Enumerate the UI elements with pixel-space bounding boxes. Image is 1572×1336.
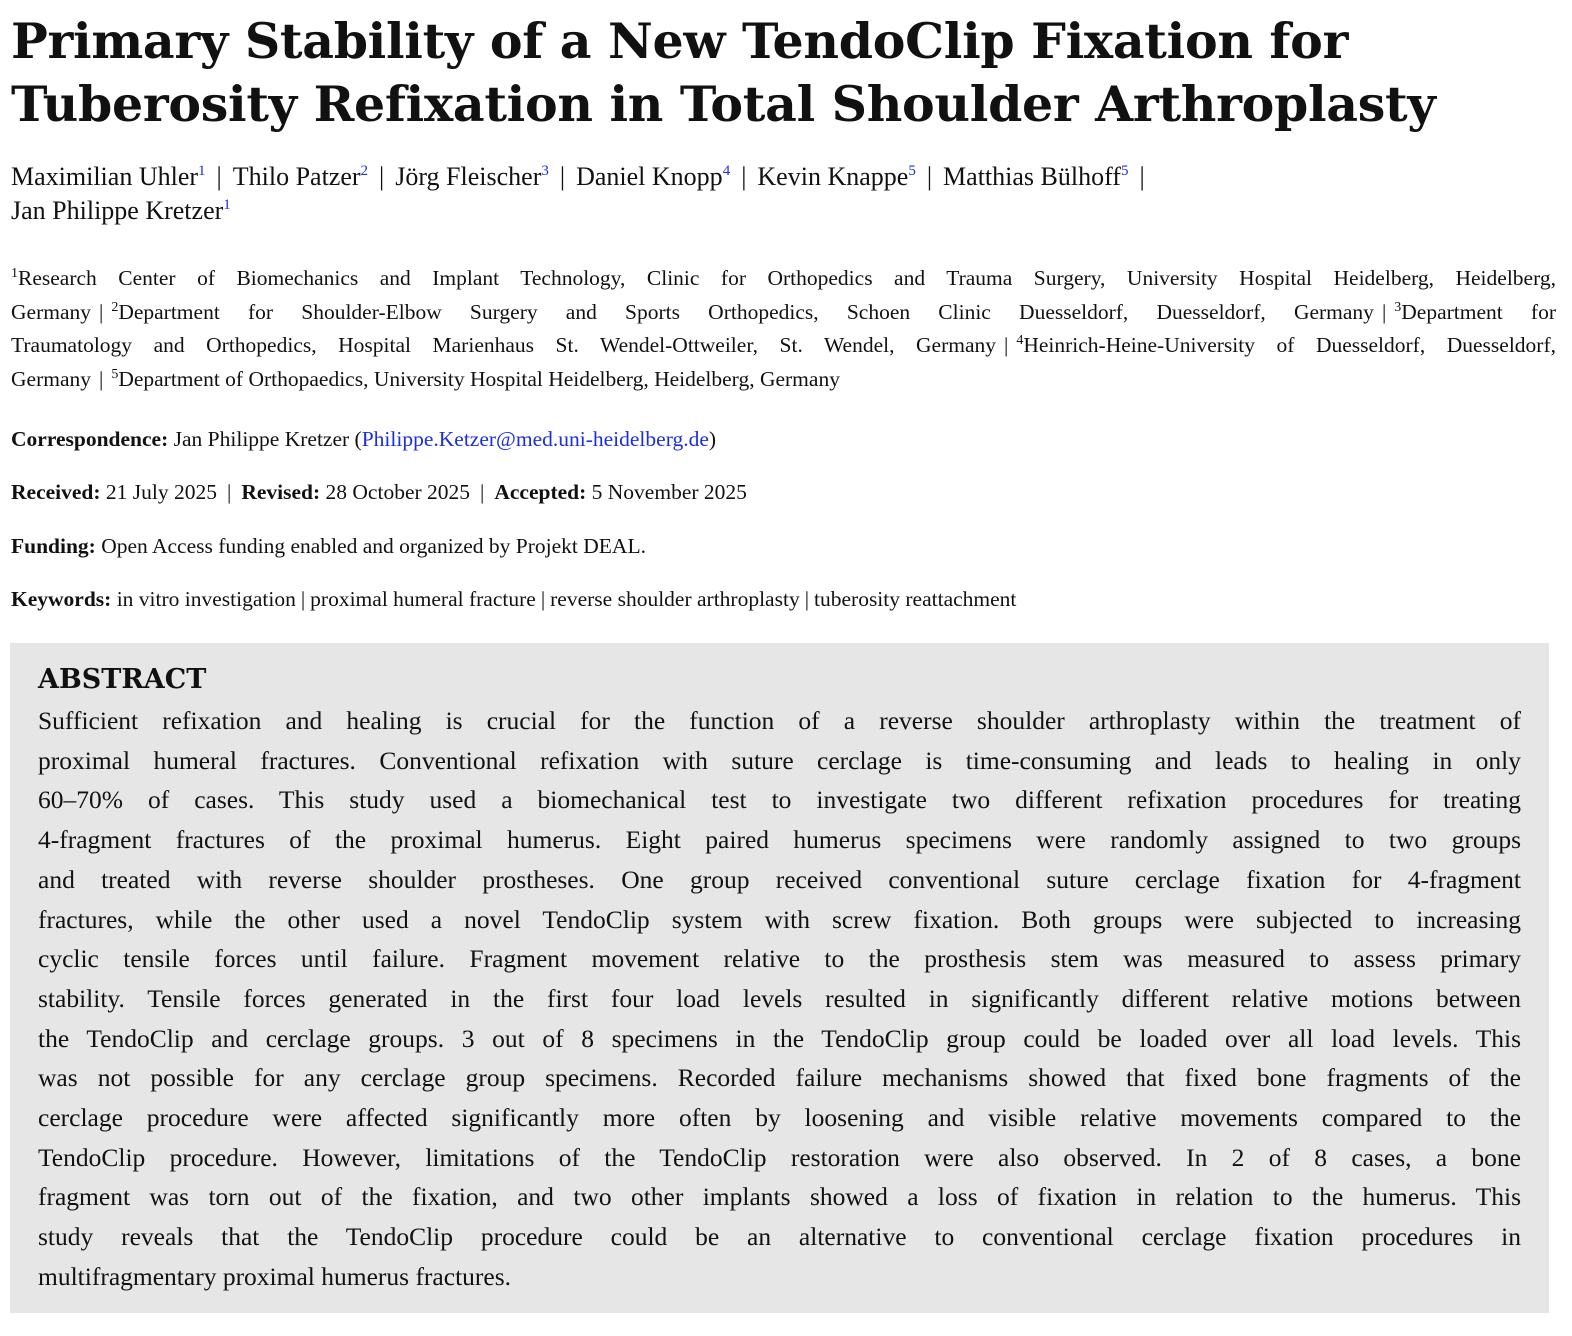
- author-name: Jörg Fleischer: [395, 162, 542, 191]
- affiliation-text: Heinrich-Heine-University of Duesseldorf, Duesseldorf,: [1023, 333, 1556, 357]
- affiliation-line: [11, 296, 1556, 330]
- accepted-date: 5 November 2025: [591, 480, 747, 504]
- author-separator: |: [741, 162, 747, 191]
- affiliation-separator: |: [1004, 333, 1009, 357]
- abstract-body: [38, 701, 1521, 1297]
- article-title: [11, 10, 1541, 136]
- abstract-line: and treated with reverse shoulder prostheses. One group received conventional suture cerclage fixation for 4-fragment: [38, 864, 1521, 894]
- correspondence: [11, 425, 1551, 453]
- affiliation-number: 2: [111, 299, 119, 315]
- keyword-separator: |: [804, 587, 810, 611]
- author-separator: |: [216, 162, 222, 191]
- author-name: Jan Philippe Kretzer: [11, 196, 224, 225]
- abstract-line: was not possible for any cerclage group specimens. Recorded failure mechanisms showed that fixed bone fragments of the: [38, 1063, 1521, 1093]
- correspondence-email-link[interactable]: Philippe.Ketzer@med.uni-heidelberg.de: [361, 427, 709, 451]
- abstract-line: study reveals that the TendoClip procedure could be an alternative to conventional cerclage fixation procedures in: [38, 1222, 1521, 1252]
- keyword[interactable]: tuberosity reattachment: [814, 587, 1017, 611]
- abstract-line: proximal humeral fractures. Conventional refixation with suture cerclage is time-consuming and leads to healing in only: [38, 745, 1521, 775]
- accepted-label: Accepted:: [494, 480, 587, 504]
- author: [943, 162, 1128, 191]
- author-separator: |: [926, 162, 933, 191]
- author: [11, 162, 206, 191]
- date-separator: |: [480, 480, 485, 504]
- affiliation-text: Department for: [1401, 299, 1556, 324]
- affiliation-number: 3: [1394, 299, 1402, 315]
- abstract-line: fractures, while the other used a novel TendoClip system with screw fixation. Both groups were subjected to increasing: [38, 904, 1521, 934]
- author-separator: |: [379, 162, 385, 191]
- affiliation-marker[interactable]: 2: [360, 163, 369, 179]
- affiliation-separator: |: [99, 299, 104, 324]
- author-list: [11, 160, 1551, 228]
- received-label: Received:: [11, 480, 101, 504]
- affiliation-marker[interactable]: 5: [908, 163, 916, 179]
- affiliation-line: [11, 329, 1556, 363]
- author: [233, 162, 368, 191]
- author-line: [11, 194, 1551, 228]
- author-name: Maximilian Uhler: [11, 162, 199, 191]
- abstract-line: 60–70% of cases. This study used a biomechanical test to investigate two different refixation procedures for treating: [38, 785, 1521, 815]
- keywords-label: Keywords:: [11, 587, 112, 611]
- abstract-line: fragment was torn out of the fixation, and two other implants showed a loss of fixation in relation to the humerus. This: [38, 1182, 1521, 1212]
- abstract-line: TendoClip procedure. However, limitations of the TendoClip restoration were also observed. In 2 of 8 cases, a bone: [38, 1142, 1521, 1172]
- keyword[interactable]: in vitro investigation: [116, 587, 296, 611]
- affiliation-marker[interactable]: 1: [223, 197, 231, 213]
- abstract-line: stability. Tensile forces generated in the first four load levels resulted in significantly different relative motions between: [38, 983, 1521, 1013]
- affiliation-marker[interactable]: 5: [1120, 163, 1129, 179]
- title-line: Primary Stability of a New TendoClip Fixation for: [11, 12, 1349, 70]
- article-dates: [11, 478, 1551, 506]
- author: [757, 162, 915, 191]
- affiliation-separator: |: [99, 366, 104, 391]
- author-name: Matthias Bülhoff: [943, 162, 1121, 191]
- affiliation-text: Germany: [11, 299, 91, 324]
- affiliation-line: [11, 363, 1556, 397]
- affiliation-number: 5: [111, 366, 119, 382]
- affiliation-number: 1: [11, 266, 18, 281]
- keyword-separator: |: [540, 587, 546, 611]
- affiliation-number: 4: [1016, 333, 1024, 348]
- abstract-line: the TendoClip and cerclage groups. 3 out of 8 specimens in the TendoClip group could be loaded over all load levels. This: [38, 1023, 1521, 1053]
- author: [576, 162, 730, 191]
- author-separator: |: [1139, 162, 1145, 191]
- author: [395, 162, 549, 191]
- affiliation-marker[interactable]: 4: [722, 163, 731, 179]
- author-line: [11, 160, 1551, 194]
- affiliation-text: Germany: [11, 366, 91, 391]
- funding-text: Open Access funding enabled and organized by Projekt DEAL.: [101, 534, 646, 558]
- date-separator: |: [227, 480, 232, 504]
- author: [11, 196, 231, 225]
- funding-label: Funding:: [11, 534, 96, 558]
- affiliation-line: [11, 262, 1556, 296]
- keywords: [11, 585, 1551, 613]
- abstract-line: multifragmentary proximal humerus fractures.: [38, 1261, 512, 1291]
- revised-label: Revised:: [241, 480, 321, 504]
- keyword[interactable]: reverse shoulder arthroplasty: [550, 587, 800, 611]
- abstract-line: cyclic tensile forces until failure. Fragment movement relative to the prosthesis stem was measured to assess primary: [38, 944, 1521, 974]
- author-separator: |: [559, 162, 566, 191]
- author-name: Daniel Knopp: [576, 162, 723, 191]
- correspondence-label: Correspondence:: [11, 427, 169, 451]
- correspondence-name: Jan Philippe Kretzer: [173, 427, 350, 451]
- correspondence-paren-open: (: [354, 427, 362, 451]
- keyword-separator: |: [300, 587, 306, 611]
- affiliation-text: Department for Shoulder-Elbow Surgery and Sports Orthopedics, Schoen Clinic Duesseldorf, Duesseldorf, Germany: [118, 299, 1374, 324]
- funding: [11, 532, 1551, 560]
- title-line: Tuberosity Refixation in Total Shoulder Arthroplasty: [11, 75, 1436, 133]
- abstract-line: cerclage procedure were affected significantly more often by loosening and visible relative movements compared to the: [38, 1103, 1521, 1133]
- affiliation-text: Traumatology and Orthopedics, Hospital Marienhaus St. Wendel-Ottweiler, St. Wendel, Germany: [11, 333, 997, 357]
- author-name: Thilo Patzer: [232, 162, 361, 191]
- abstract-line: 4-fragment fractures of the proximal humerus. Eight paired humerus specimens were randomly assigned to two groups: [38, 825, 1521, 855]
- affiliations: [11, 262, 1556, 396]
- affiliation-marker[interactable]: 3: [541, 163, 549, 179]
- abstract-box: [10, 643, 1549, 1313]
- author-name: Kevin Knappe: [757, 162, 909, 191]
- abstract-heading: ABSTRACT: [38, 664, 207, 695]
- affiliation-marker[interactable]: 1: [198, 163, 206, 179]
- abstract-line: Sufficient refixation and healing is crucial for the function of a reverse shoulder arthroplasty within the treatment of: [38, 706, 1521, 735]
- correspondence-paren-close: ): [708, 427, 717, 451]
- keyword[interactable]: proximal humeral fracture: [310, 587, 536, 611]
- received-date: 21 July 2025: [105, 480, 218, 504]
- affiliation-separator: |: [1381, 299, 1387, 324]
- revised-date: 28 October 2025: [325, 480, 471, 504]
- affiliation-text: Research Center of Biomechanics and Implant Technology, Clinic for Orthopedics and Trauma Surgery, University Hospital Heidelberg, Heidelberg,: [18, 266, 1556, 290]
- affiliation-text: Department of Orthopaedics, University Hospital Heidelberg, Heidelberg, Germany: [118, 366, 840, 391]
